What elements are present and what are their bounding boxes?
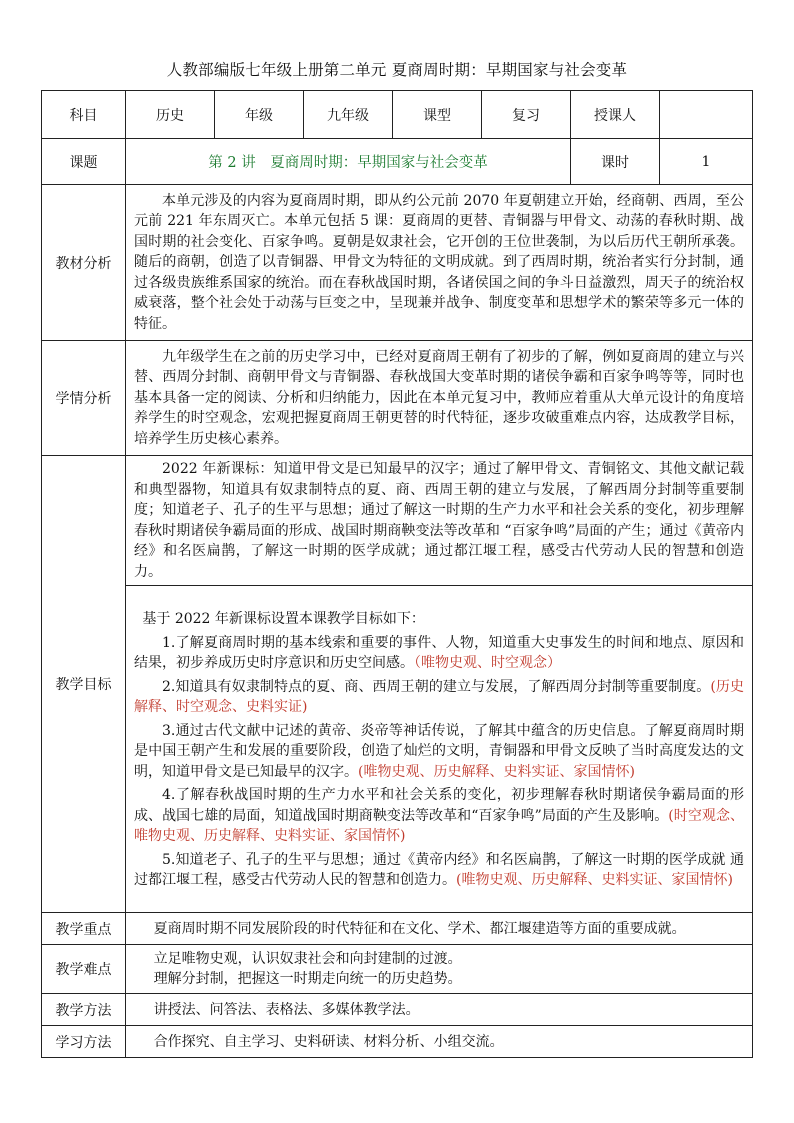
subject-label: 科目 xyxy=(42,91,126,139)
teaching-goals-list xyxy=(126,586,753,913)
difficulty-line-2: 理解分封制，把握这一时期走向统一的历史趋势。 xyxy=(153,971,462,987)
teacher-label: 授课人 xyxy=(571,91,660,139)
grade-value: 九年级 xyxy=(304,91,393,139)
goal-text: 4.了解春秋战国时期的生产力水平和社会关系的变化，初步理解春秋时期诸侯争霸局面的形成、战国七雄的局面，知道战国时期商鞅变法等改革和“百家争鸣”局面的产生及影响。 xyxy=(134,787,744,824)
goal-item xyxy=(134,677,744,718)
key-points-text: 夏商周时期不同发展阶段的时代特征和在文化、学术、都江堰建造等方面的重要成就。 xyxy=(153,920,686,937)
lesson-type-value: 复习 xyxy=(482,91,571,139)
lesson-title: 第 2 讲 夏商周时期：早期国家与社会变革 xyxy=(126,139,571,185)
competency-tag: (历史解释、时空观念、史料实证) xyxy=(134,678,744,716)
competency-tag: (时空观念、唯物史观、历史解释、史料实证、家国情怀) xyxy=(134,807,744,845)
learning-methods-row xyxy=(42,1026,753,1058)
teaching-methods-row xyxy=(42,994,753,1026)
teaching-methods-text: 讲授法、问答法、表格法、多媒体教学法。 xyxy=(153,1001,420,1018)
curriculum-standard-text: 2022 年新课标：知道甲骨文是已知最早的汉字；通过了解甲骨文、青铜铭文、其他文献记载和典型器物，知道具有奴隶制特点的夏、商、西周王朝的建立与发展，了解西周分封制等重要制度；知道老子、孔子的生平与思想；通过了解这一时期的生产力水平和社会关系的变化，初步理解春秋时期诸侯争霸局面的形成、战国时期商鞅变法等改革和 “百家争鸣”局面的产生；通过《黄帝内经》和名医扁鹊，了解这一时期的医学成就；通过都江堰工程，感受古代劳动人民的智慧和创造力。 xyxy=(134,461,744,580)
teaching-goals-label: 教学目标 xyxy=(42,456,126,913)
grade-label: 年级 xyxy=(215,91,304,139)
learning-methods-label: 学习方法 xyxy=(42,1026,126,1058)
difficulties-label: 教学难点 xyxy=(42,945,126,994)
goal-text: 2.知道具有奴隶制特点的夏、商、西周王朝的建立与发展，了解西周分封制等重要制度。 xyxy=(162,678,711,695)
learner-analysis-text: 九年级学生在之前的历史学习中，已经对夏商周王朝有了初步的了解，例如夏商周的建立与兴替、西周分封制、商朝甲骨文与青铜器、春秋战国大变革时期的诸侯争霸和百家争鸣等等，同时也基本具备一定的阅读、分析和归纳能力，因此在本单元复习中，教师应着重从大单元设计的角度培养学生的时空观念，宏观把握夏商周王朝更替的时代特征，逐步攻破重难点内容，达成教学目标，培养学生历史核心素养。 xyxy=(134,348,744,447)
goal-item xyxy=(134,633,744,674)
lesson-plan-table xyxy=(41,90,753,1058)
learner-analysis-label: 学情分析 xyxy=(42,341,126,456)
topic-row xyxy=(42,139,753,185)
hours-value: 1 xyxy=(660,139,753,185)
goal-text: 3.通过古代文献中记述的黄帝、炎帝等神话传说，了解其中蕴含的历史信息。了解夏商周时期是中国王朝产生和发展的重要阶段，创造了灿烂的文明，青铜器和甲骨文反映了当时高度发达的文明，知道甲骨文是已知最早的汉字。 xyxy=(134,722,744,780)
textbook-analysis-row xyxy=(42,185,753,341)
competency-tag: (唯物史观、历史解释、史料实证、家国情怀) xyxy=(456,872,733,889)
document-title: 人教部编版七年级上册第二单元 夏商周时期：早期国家与社会变革 xyxy=(166,61,628,79)
teaching-goals-row xyxy=(42,586,753,913)
difficulty-line-1: 立足唯物史观，认识奴隶社会和向封建制的过渡。 xyxy=(153,951,462,967)
competency-tag: (唯物史观、历史解释、史料实证、家国情怀) xyxy=(358,763,635,780)
competency-tag: （唯物史观、时空观念） xyxy=(414,655,561,672)
learning-methods-text: 合作探究、自主学习、史料研读、材料分析、小组交流。 xyxy=(153,1033,504,1050)
lesson-type-label: 课型 xyxy=(393,91,482,139)
key-points-row xyxy=(42,913,753,945)
goal-item xyxy=(134,785,744,847)
difficulties-row xyxy=(42,945,753,994)
hours-label: 课时 xyxy=(571,139,660,185)
goal-text: 1.了解夏商周时期的基本线索和重要的事件、人物，知道重大史事发生的时间和地点、原因和结果，初步养成历史时序意识和历史空间感。 xyxy=(134,634,744,672)
learner-analysis-row xyxy=(42,341,753,456)
teacher-value xyxy=(660,91,753,139)
curriculum-row xyxy=(42,456,753,586)
goal-item xyxy=(134,721,744,783)
teaching-goals-intro: 基于 2022 年新课标设置本课教学目标如下： xyxy=(142,611,425,628)
goal-item xyxy=(134,850,744,891)
textbook-analysis-text: 本单元涉及的内容为夏商周时期，即从约公元前 2070 年夏朝建立开始，经商朝、西周，至公元前 221 年东周灭亡。本单元包括 5 课：夏商周的更替、青铜器与甲骨文、动荡的春秋时期、战国时期的社会变化、百家争鸣。夏朝是奴隶社会，它开创的王位世袭制，为以后历代王朝所承袭。随后的商朝，创造了以青铜器、甲骨文为特征的文明成就。到了西周时期，统治者实行分封制，通过各级贵族维系国家的统治。而在春秋战国时期，各诸侯国之间的争斗日益激烈，周天子的统治权威衰落，整个社会处于动荡与巨变之中，呈现兼并战争、制度变革和思想学术的繁荣等多元一体的特征。 xyxy=(134,192,744,332)
topic-label: 课题 xyxy=(42,139,126,185)
subject-value: 历史 xyxy=(126,91,215,139)
key-points-label: 教学重点 xyxy=(42,913,126,945)
header-row xyxy=(42,91,753,139)
textbook-analysis-label: 教材分析 xyxy=(42,185,126,341)
goal-text: 5.知道老子、孔子的生平与思想；通过《黄帝内经》和名医扁鹊，了解这一时期的医学成就 通过都江堰工程，感受古代劳动人民的智慧和创造力。 xyxy=(134,851,744,889)
teaching-methods-label: 教学方法 xyxy=(42,994,126,1026)
